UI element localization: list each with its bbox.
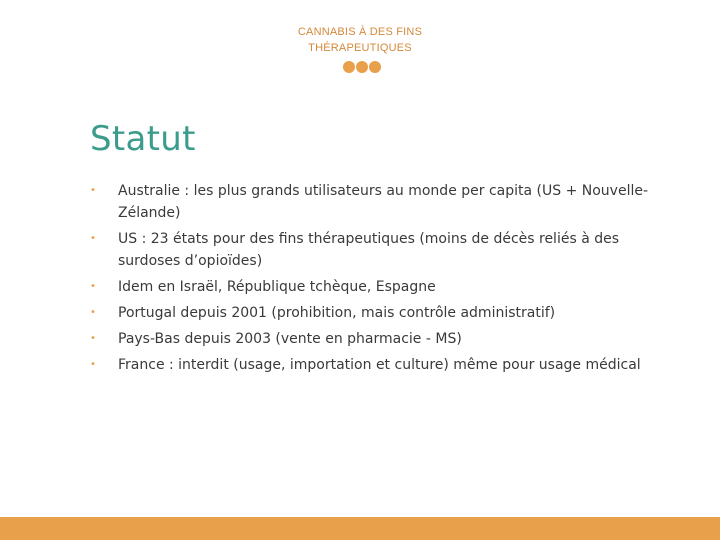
bullet-text: Portugal depuis 2001 (prohibition, mais contrôle administratif) (118, 305, 556, 321)
bullet-icon: • (90, 185, 96, 196)
bullet-item (90, 328, 650, 350)
dot-icon (356, 61, 368, 73)
header-title (230, 24, 490, 56)
bullet-icon: • (90, 307, 96, 318)
header-title-line1: CANNABIS À DES FINS (297, 26, 423, 38)
bullet-item (90, 276, 650, 298)
bottom-accent-bar (0, 517, 720, 540)
bullet-icon: • (90, 333, 96, 344)
bullet-list (90, 180, 650, 380)
bullet-icon: • (90, 281, 96, 292)
bullet-text: Pays-Bas depuis 2003 (vente en pharmacie - MS) (118, 331, 462, 347)
bullet-item (90, 180, 650, 224)
bullet-text: France : interdit (usage, importation et culture) même pour usage médical (118, 357, 641, 373)
slide-title: Statut (90, 119, 196, 159)
bullet-text: Australie : les plus grands utilisateurs au monde per capita (US + Nouvelle-Zélande) (118, 183, 649, 221)
bullet-icon: • (90, 233, 96, 244)
bullet-item (90, 354, 650, 376)
header-dots-decoration (343, 61, 383, 73)
bullet-icon: • (90, 359, 96, 370)
bullet-item (90, 228, 650, 272)
dot-icon (343, 61, 355, 73)
header-title-line2: THÉRAPEUTIQUES (308, 42, 412, 54)
dot-icon (369, 61, 381, 73)
bullet-item (90, 302, 650, 324)
bullet-text: Idem en Israël, République tchèque, Espagne (118, 279, 436, 295)
bullet-text: US : 23 états pour des fins thérapeutiques (moins de décès reliés à des surdoses d’opioïdes) (118, 231, 620, 269)
